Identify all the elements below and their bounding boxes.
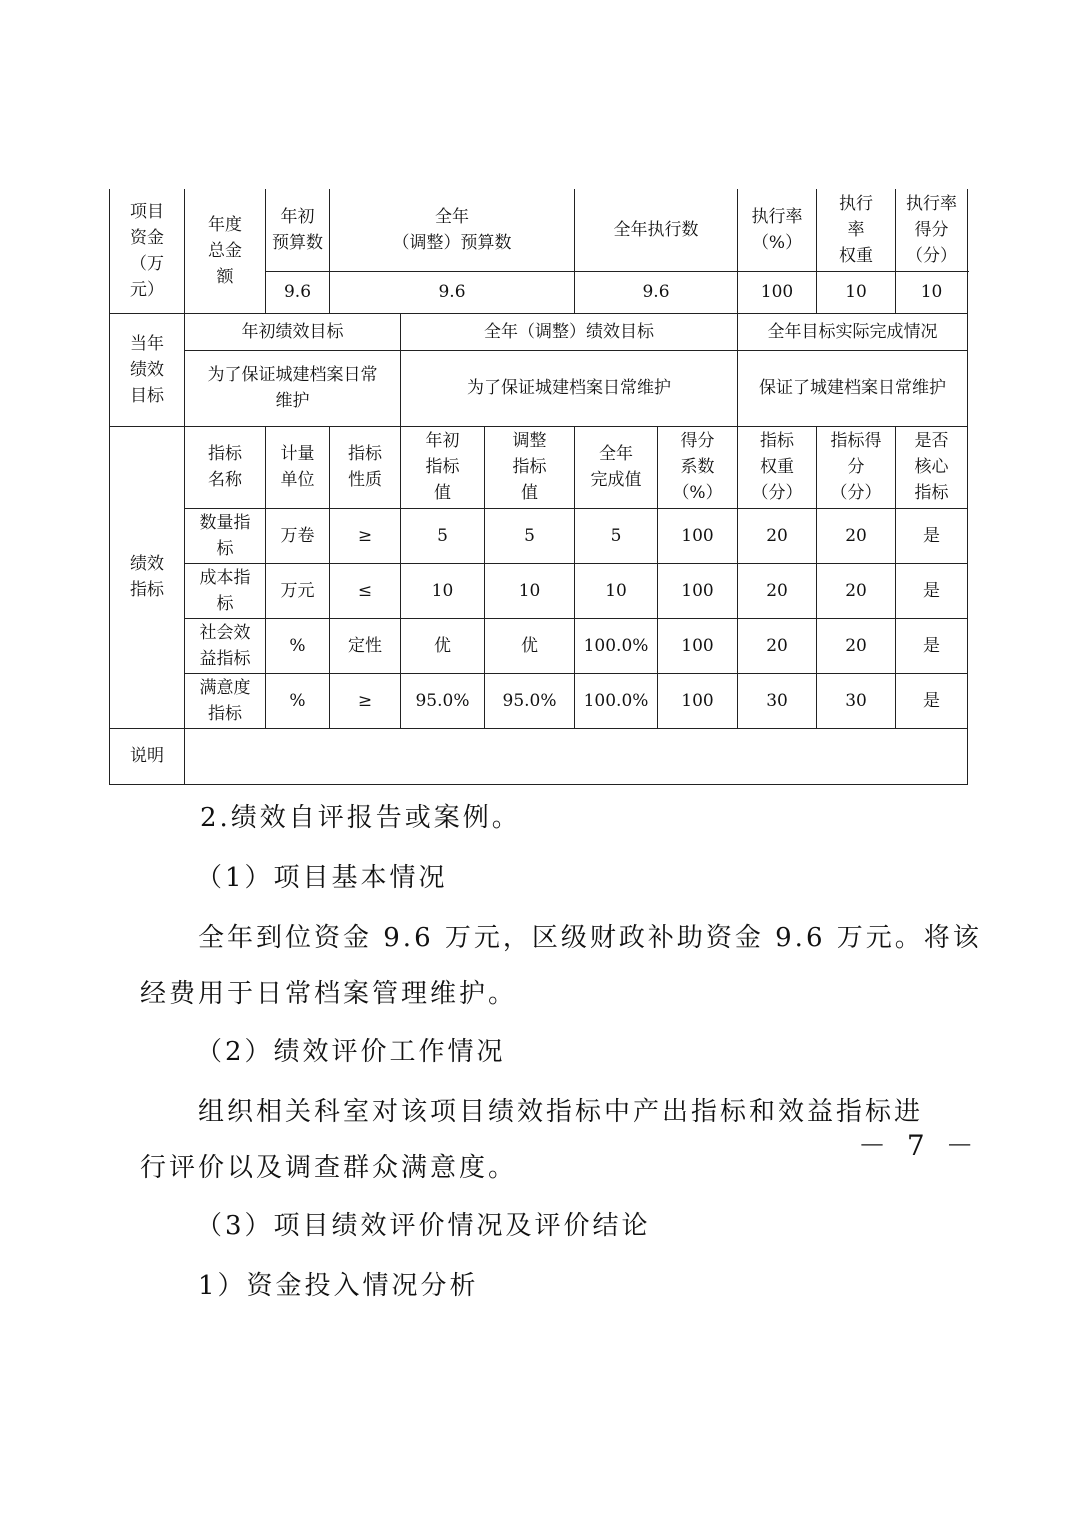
- indicator-cell: 是: [896, 673, 968, 728]
- indicator-header: 年初 指标 值: [401, 426, 485, 508]
- indicator-cell: 95.0%: [401, 673, 485, 728]
- indicator-cell: 是: [896, 563, 968, 618]
- indicator-cell: 20: [738, 563, 817, 618]
- execution-rate-value: 100: [738, 271, 817, 313]
- indicator-header: 得分 系数 （%）: [658, 426, 738, 508]
- indicator-cell: 5: [485, 508, 575, 563]
- indicator-cell: 20: [738, 618, 817, 673]
- indicator-header: 指标 名称: [185, 426, 266, 508]
- indicator-cell: %: [266, 673, 330, 728]
- section-heading: 2.绩效自评报告或案例。: [200, 803, 521, 833]
- executed-amount-value: 9.6: [575, 271, 738, 313]
- indicator-cell: 5: [575, 508, 658, 563]
- indicator-cell: 10: [575, 563, 658, 618]
- indicator-cell: 30: [817, 673, 896, 728]
- indicator-cell: 20: [738, 508, 817, 563]
- indicator-cell: 是: [896, 508, 968, 563]
- initial-goal-value: 为了保证城建档案日常 维护: [185, 350, 401, 426]
- table-row: [110, 563, 968, 618]
- body-paragraph: 行评价以及调查群众满意度。: [140, 1153, 518, 1183]
- indicator-header: 全年 完成值: [575, 426, 658, 508]
- notes-row-label: 说明: [110, 728, 185, 784]
- funds-row-label: 项目 资金 （万 元）: [110, 189, 185, 313]
- indicator-cell: %: [266, 618, 330, 673]
- goal-completion-value: 保证了城建档案日常维护: [738, 350, 968, 426]
- indicator-cell: 100.0%: [575, 618, 658, 673]
- indicator-header: 计量 单位: [266, 426, 330, 508]
- indicator-cell: 95.0%: [485, 673, 575, 728]
- execution-rate-header: 执行率 （%）: [738, 189, 817, 271]
- indicator-cell: 20: [817, 563, 896, 618]
- indicator-cell: 成本指 标: [185, 563, 266, 618]
- execution-score-header: 执行率 得分 （分）: [896, 189, 968, 271]
- page-number: － 7 －: [858, 1129, 980, 1162]
- indicator-cell: 100.0%: [575, 673, 658, 728]
- execution-weight-value: 10: [817, 271, 896, 313]
- indicator-cell: 数量指 标: [185, 508, 266, 563]
- table-row: [110, 508, 968, 563]
- indicator-cell: 优: [485, 618, 575, 673]
- initial-goal-header: 年初绩效目标: [185, 313, 401, 350]
- adjusted-goal-value: 为了保证城建档案日常维护: [401, 350, 738, 426]
- subsection-heading: 1）资金投入情况分析: [198, 1271, 479, 1301]
- indicator-header: 指标得 分 （分）: [817, 426, 896, 508]
- adjusted-budget-header: 全年 （调整）预算数: [330, 189, 575, 271]
- indicator-cell: 100: [658, 618, 738, 673]
- indicator-cell: 优: [401, 618, 485, 673]
- body-paragraph: 组织相关科室对该项目绩效指标中产出指标和效益指标进: [198, 1097, 924, 1127]
- executed-amount-header: 全年执行数: [575, 189, 738, 271]
- notes-value: [185, 728, 968, 784]
- execution-score-value: 10: [896, 271, 968, 313]
- table-row: [110, 618, 968, 673]
- indicator-cell: 20: [817, 508, 896, 563]
- indicator-cell: 5: [401, 508, 485, 563]
- indicators-row-label: 绩效 指标: [110, 426, 185, 728]
- indicator-header: 指标 性质: [330, 426, 401, 508]
- performance-table: [109, 189, 968, 785]
- indicator-header: 指标 权重 （分）: [738, 426, 817, 508]
- table-row: [110, 673, 968, 728]
- goal-completion-header: 全年目标实际完成情况: [738, 313, 968, 350]
- indicator-cell: 100: [658, 508, 738, 563]
- subsection-heading: （3）项目绩效评价情况及评价结论: [196, 1211, 651, 1241]
- goals-row-label: 当年 绩效 目标: [110, 313, 185, 426]
- indicator-cell: 是: [896, 618, 968, 673]
- indicator-cell: 万元: [266, 563, 330, 618]
- initial-budget-value: 9.6: [266, 271, 330, 313]
- indicator-cell: ≥: [330, 508, 401, 563]
- indicator-cell: 10: [485, 563, 575, 618]
- body-paragraph: 全年到位资金 9.6 万元，区级财政补助资金 9.6 万元。将该: [198, 923, 982, 953]
- adjusted-budget-value: 9.6: [330, 271, 575, 313]
- indicator-header: 调整 指标 值: [485, 426, 575, 508]
- subsection-heading: （2）绩效评价工作情况: [196, 1037, 506, 1067]
- indicator-header: 是否 核心 指标: [896, 426, 968, 508]
- execution-weight-header: 执行 率 权重: [817, 189, 896, 271]
- annual-total-label: 年度 总金 额: [185, 189, 266, 313]
- indicator-cell: 定性: [330, 618, 401, 673]
- subsection-heading: （1）项目基本情况: [196, 863, 448, 893]
- indicator-cell: 万卷: [266, 508, 330, 563]
- indicator-cell: 100: [658, 673, 738, 728]
- adjusted-goal-header: 全年（调整）绩效目标: [401, 313, 738, 350]
- indicator-cell: 20: [817, 618, 896, 673]
- indicator-cell: 10: [401, 563, 485, 618]
- indicator-cell: 满意度 指标: [185, 673, 266, 728]
- indicator-cell: 100: [658, 563, 738, 618]
- indicator-cell: ≥: [330, 673, 401, 728]
- indicator-cell: 30: [738, 673, 817, 728]
- body-paragraph: 经费用于日常档案管理维护。: [140, 979, 518, 1009]
- indicator-cell: 社会效 益指标: [185, 618, 266, 673]
- initial-budget-header: 年初 预算数: [266, 189, 330, 271]
- indicator-cell: ≤: [330, 563, 401, 618]
